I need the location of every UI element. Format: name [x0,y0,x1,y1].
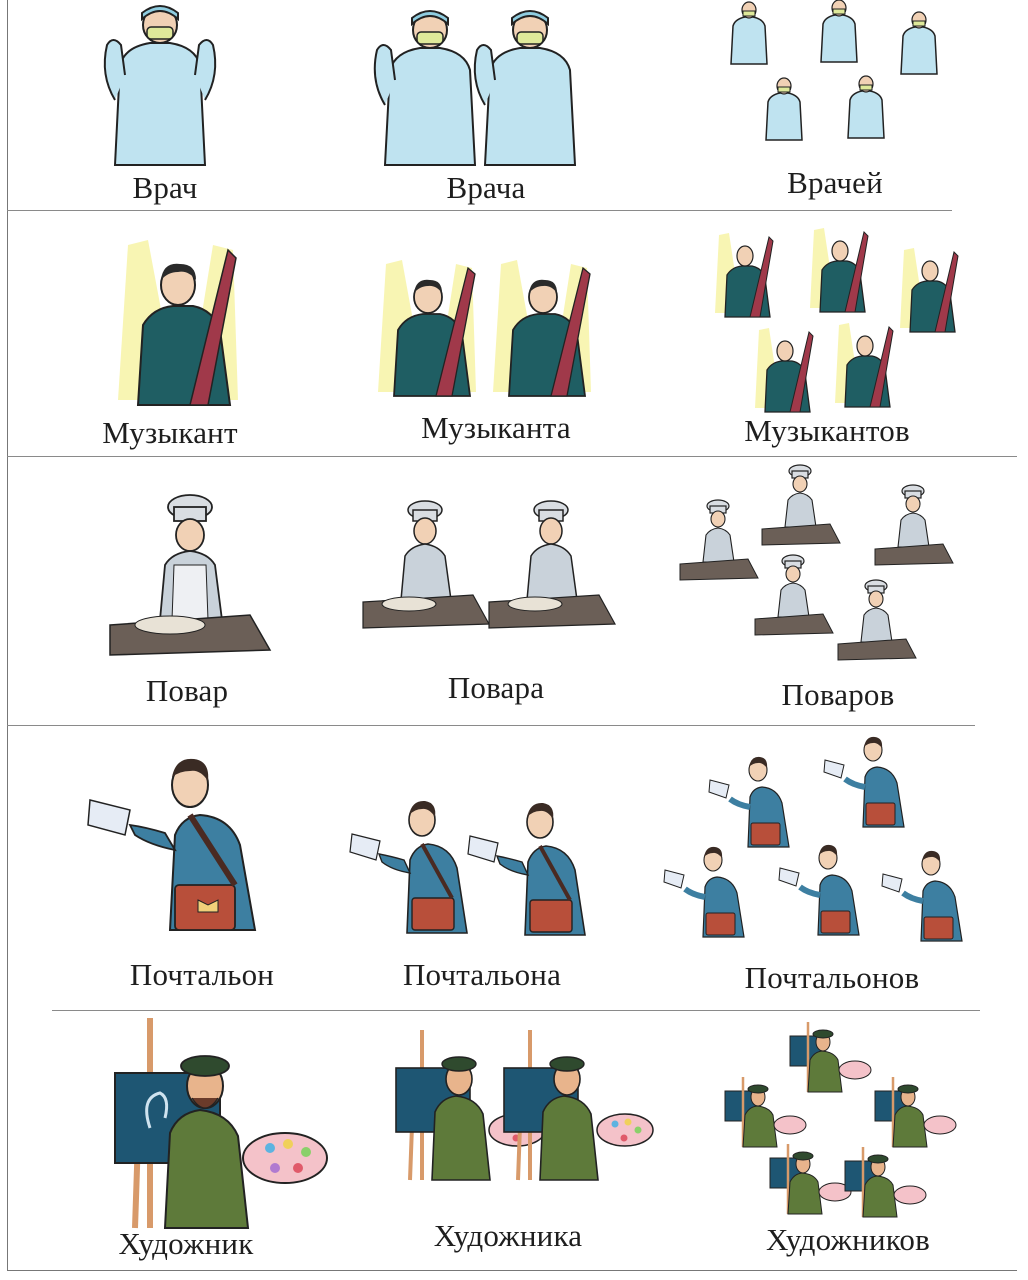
cook-figure [755,555,833,635]
doctor-figure [731,2,767,64]
postman-figure [824,737,904,827]
label-musician-paucal: Музыканта [421,410,571,445]
label-artist-paucal: Художника [433,1218,583,1253]
cook-figure [680,500,758,580]
label-cook-plural: Поваров [781,677,895,712]
page-bottom-border [7,1270,1017,1271]
artist-figure [845,1147,926,1217]
cook-single-illustration [110,495,270,655]
cook-pair-illustration [363,500,618,630]
cook-figure [363,501,489,628]
musician-figure [755,328,813,412]
label-doctor-plural: Врачей [787,165,883,200]
label-doctor-paucal: Врача [446,170,526,205]
label-artist-plural: Художников [766,1222,930,1257]
cook-figure [489,501,615,628]
label-cook-singular: Повар [145,673,229,708]
artist-group-illustration [720,1022,965,1217]
postman-figure [350,801,467,933]
cook-figure [110,495,270,655]
label-postman-paucal: Почтальона [402,957,562,992]
row-divider [52,1010,980,1011]
doctor-figure [848,76,884,138]
row-divider [7,725,975,726]
musician-figure [118,240,238,405]
postman-group-illustration [665,735,970,945]
musician-figure [835,323,893,407]
artist-pair-illustration [392,1030,664,1180]
artist-figure [790,1022,871,1092]
page-left-border [7,0,8,1270]
doctor-figure [105,6,215,165]
row-divider [7,210,952,211]
label-musician-plural: Музыкантов [744,413,910,448]
postman-figure [468,803,585,935]
postman-figure [664,847,744,937]
artist-figure [115,1018,327,1228]
label-postman-plural: Почтальонов [744,960,920,995]
postman-pair-illustration [352,798,587,938]
cook-figure [762,465,840,545]
cook-figure [838,580,916,660]
doctor-figure [375,11,475,165]
doctor-pair-illustration [370,10,580,170]
row-divider [7,456,1017,457]
label-postman-singular: Почтальон [129,957,275,992]
label-doctor-singular: Врач [132,170,198,205]
doctor-figure [766,78,802,140]
doctor-figure [821,0,857,62]
musician-figure [378,260,476,396]
artist-figure [504,1030,653,1180]
musician-pair-illustration [378,260,588,400]
doctor-figure [901,12,937,74]
musician-group-illustration [710,228,970,418]
postman-figure [779,845,859,935]
musician-figure [493,260,591,396]
doctor-single-illustration [95,5,225,170]
doctor-group-illustration [720,0,950,160]
artist-figure [875,1077,956,1147]
label-cook-paucal: Повара [447,670,545,705]
musician-single-illustration [118,240,243,410]
label-musician-singular: Музыкант [102,415,238,450]
label-artist-singular: Художник [118,1226,254,1261]
doctor-figure [475,11,575,165]
artist-figure [725,1077,806,1147]
musician-figure [900,248,958,332]
postman-figure [882,851,962,941]
musician-figure [715,233,773,317]
postman-figure [88,759,255,930]
cook-group-illustration [680,465,970,680]
artist-single-illustration [110,1018,330,1228]
artist-figure [770,1144,851,1214]
cook-figure [875,485,953,565]
musician-figure [810,228,868,312]
postman-figure [709,757,789,847]
postman-single-illustration [90,755,260,935]
